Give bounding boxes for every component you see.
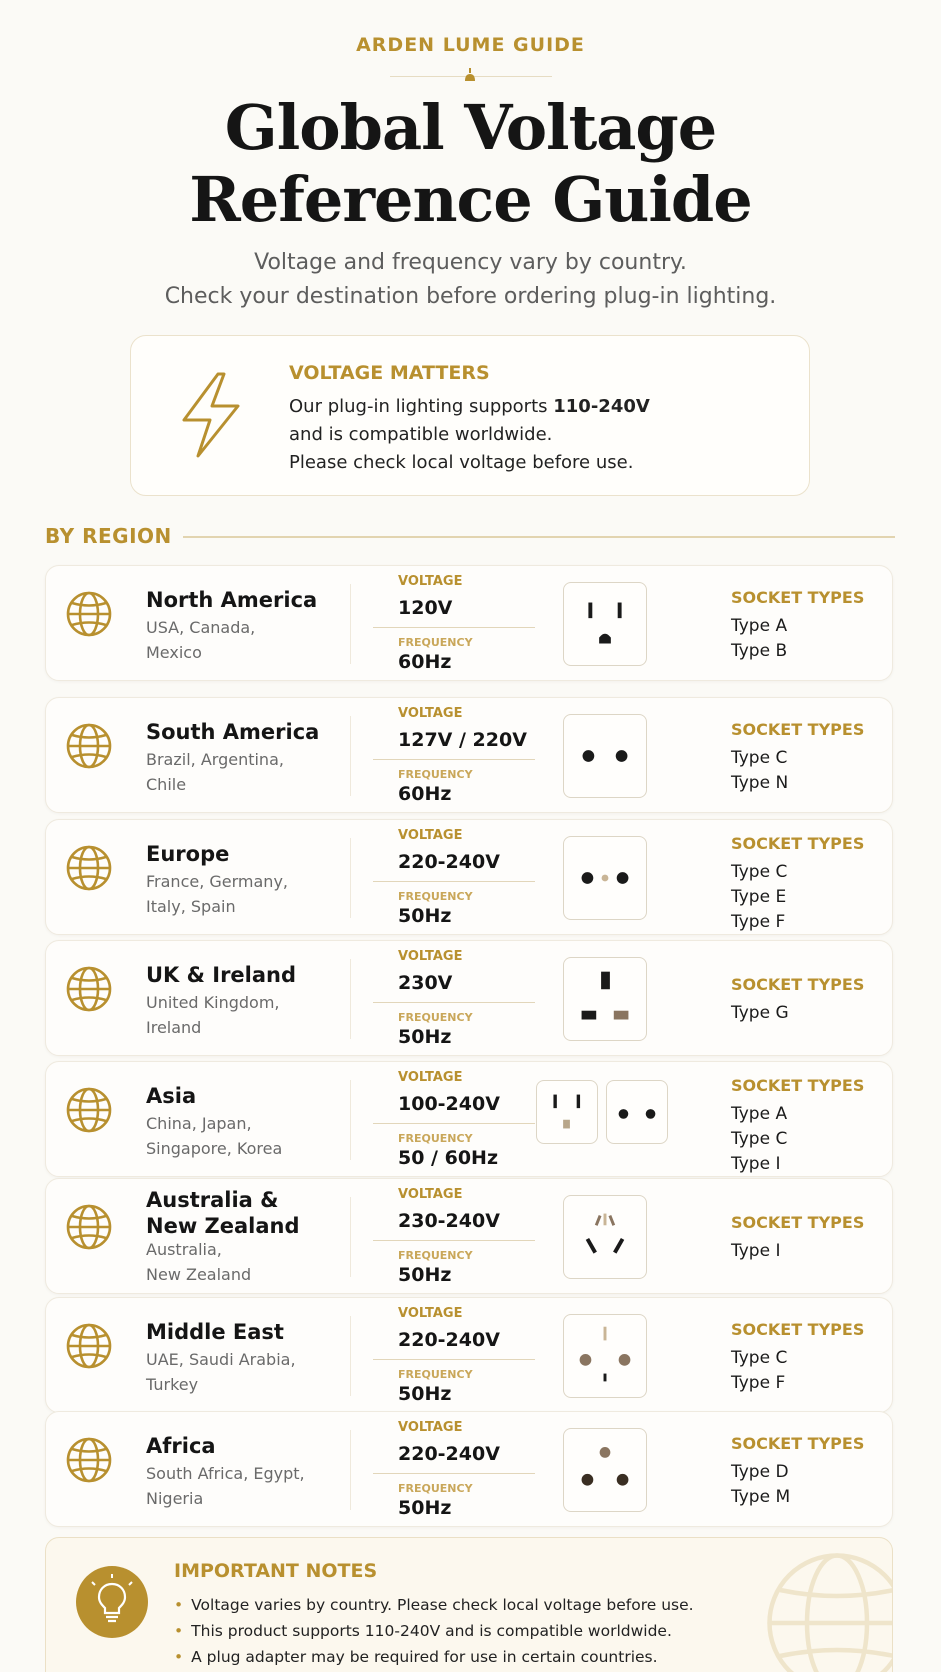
globe-icon (65, 1436, 113, 1484)
voltage-matters-card (130, 335, 810, 496)
callout-voltage-range: 110-240V (553, 396, 650, 417)
column-divider (350, 584, 351, 664)
region-card (45, 940, 893, 1056)
voltage-value: 120V (398, 597, 453, 619)
globe-icon (65, 1086, 113, 1134)
type-e-outlet-icon (563, 836, 647, 920)
frequency-value: 50Hz (398, 905, 452, 927)
section-heading: BY REGION (45, 524, 172, 548)
voltage-label: VOLTAGE (398, 1070, 463, 1085)
region-name (146, 1187, 300, 1239)
column-divider (350, 1430, 351, 1510)
voltage-label: VOLTAGE (398, 1187, 463, 1202)
socket-type-item: Type N (731, 773, 789, 793)
voltage-value: 220-240V (398, 851, 500, 873)
socket-type-item: Type C (731, 862, 788, 882)
socket-type-item: Type A (731, 616, 788, 636)
frequency-label: FREQUENCY (398, 1249, 473, 1262)
region-countries (146, 990, 280, 1040)
callout-line-2: and is compatible worldwide. (289, 424, 553, 445)
socket-type-item: Type D (731, 1462, 789, 1482)
frequency-value: 60Hz (398, 783, 452, 805)
region-card (45, 697, 893, 813)
page-subtitle (0, 246, 941, 314)
voltage-value: 220-240V (398, 1329, 500, 1351)
globe-watermark-icon (762, 1548, 893, 1672)
region-name-line: New Zealand (146, 1214, 300, 1238)
frequency-label: FREQUENCY (398, 890, 473, 903)
voltage-value: 220-240V (398, 1443, 500, 1465)
socket-type-item: Type F (731, 1373, 786, 1393)
column-divider (350, 838, 351, 918)
socket-type-item: Type G (731, 1003, 789, 1023)
globe-icon (65, 965, 113, 1013)
region-countries-line: Singapore, Korea (146, 1139, 283, 1158)
voltage-label: VOLTAGE (398, 828, 463, 843)
callout-line-1-text: Our plug-in lighting supports (289, 396, 554, 417)
callout-body (289, 393, 650, 477)
region-name-line: Australia & (146, 1188, 279, 1212)
region-countries (146, 615, 255, 665)
frequency-value: 60Hz (398, 651, 452, 673)
socket-types-label: SOCKET TYPES (731, 1213, 865, 1232)
voltage-label: VOLTAGE (398, 1420, 463, 1435)
frequency-value: 50 / 60Hz (398, 1147, 499, 1169)
column-divider (350, 716, 351, 796)
frequency-label: FREQUENCY (398, 768, 473, 781)
region-card (45, 1297, 893, 1413)
region-countries-line: South Africa, Egypt, (146, 1464, 305, 1483)
socket-type-item: Type I (731, 1154, 781, 1174)
type-a-outlet-icon (536, 1080, 598, 1144)
voltage-divider (373, 881, 535, 882)
type-i-outlet-icon (563, 1195, 647, 1279)
region-name (146, 587, 317, 613)
socket-type-item: Type E (731, 887, 787, 907)
region-name (146, 841, 229, 867)
socket-type-item: Type B (731, 641, 788, 661)
voltage-divider (373, 1473, 535, 1474)
region-name-line: UK & Ireland (146, 963, 297, 987)
socket-type-item: Type A (731, 1104, 788, 1124)
voltage-label: VOLTAGE (398, 1306, 463, 1321)
socket-type-item: Type C (731, 1129, 788, 1149)
socket-types-list (731, 614, 787, 664)
region-countries (146, 1111, 282, 1161)
type-b-outlet-icon (563, 582, 647, 666)
region-card (45, 1061, 893, 1177)
voltage-divider (373, 1359, 535, 1360)
region-countries-line: Nigeria (146, 1489, 204, 1508)
region-countries-line: Italy, Spain (146, 897, 236, 916)
region-card (45, 1178, 893, 1294)
socket-type-item: Type C (731, 1348, 788, 1368)
notes-heading: IMPORTANT NOTES (174, 1560, 378, 1582)
region-card (45, 819, 893, 935)
callout-heading: VOLTAGE MATTERS (289, 362, 490, 384)
region-name-line: Middle East (146, 1320, 284, 1344)
globe-icon (65, 1203, 113, 1251)
frequency-value: 50Hz (398, 1026, 452, 1048)
socket-types-list (731, 1239, 780, 1264)
brand-label: ARDEN LUME GUIDE (356, 34, 585, 56)
column-divider (350, 1197, 351, 1277)
region-countries-line: Mexico (146, 643, 202, 662)
region-name-line: North America (146, 588, 318, 612)
voltage-divider (373, 1240, 535, 1241)
socket-types-list (731, 746, 788, 796)
region-name-line: Asia (146, 1084, 197, 1108)
socket-types-list (731, 1001, 789, 1026)
socket-types-label: SOCKET TYPES (731, 975, 865, 994)
voltage-label: VOLTAGE (398, 706, 463, 721)
region-countries (146, 1347, 296, 1397)
region-name (146, 1319, 284, 1345)
frequency-label: FREQUENCY (398, 636, 473, 649)
voltage-label: VOLTAGE (398, 949, 463, 964)
region-name (146, 1083, 196, 1109)
socket-types-label: SOCKET TYPES (731, 588, 865, 607)
socket-type-item: Type I (731, 1241, 781, 1261)
frequency-label: FREQUENCY (398, 1132, 473, 1145)
region-countries (146, 747, 284, 797)
region-countries-line: Turkey (146, 1375, 199, 1394)
frequency-value: 50Hz (398, 1383, 452, 1405)
socket-types-list (731, 1460, 790, 1510)
socket-types-label: SOCKET TYPES (731, 1320, 865, 1339)
globe-icon (65, 1322, 113, 1370)
globe-icon (65, 590, 113, 638)
globe-icon (65, 722, 113, 770)
region-countries-line: China, Japan, (146, 1114, 252, 1133)
socket-type-item: Type C (731, 748, 788, 768)
region-countries-line: Brazil, Argentina, (146, 750, 284, 769)
region-countries-line: Australia, (146, 1240, 222, 1259)
type-c-outlet-icon (606, 1080, 668, 1144)
region-countries-line: France, Germany, (146, 872, 288, 891)
voltage-divider (373, 759, 535, 760)
voltage-value: 230-240V (398, 1210, 500, 1232)
section-divider (183, 536, 895, 538)
region-card (45, 565, 893, 681)
region-name (146, 719, 319, 745)
region-name-line: Europe (146, 842, 230, 866)
region-countries (146, 1237, 251, 1287)
voltage-value: 127V / 220V (398, 729, 527, 751)
region-name-line: Africa (146, 1434, 216, 1458)
socket-types-label: SOCKET TYPES (731, 1434, 865, 1453)
important-notes-card (45, 1537, 893, 1672)
globe-icon (65, 844, 113, 892)
type-d-outlet-icon (563, 1428, 647, 1512)
notes-item: • Voltage varies by country. Please check local voltage before use. (174, 1592, 694, 1618)
socket-types-label: SOCKET TYPES (731, 720, 865, 739)
socket-type-item: Type F (731, 912, 786, 932)
subtitle-line-1: Voltage and frequency vary by country. (254, 250, 687, 275)
frequency-label: FREQUENCY (398, 1368, 473, 1381)
region-countries-line: United Kingdom, (146, 993, 280, 1012)
column-divider (350, 1080, 351, 1160)
frequency-value: 50Hz (398, 1264, 452, 1286)
region-countries-line: USA, Canada, (146, 618, 256, 637)
type-c-outlet-icon (563, 714, 647, 798)
voltage-divider (373, 1002, 535, 1003)
type-g-outlet-icon (563, 957, 647, 1041)
column-divider (350, 959, 351, 1039)
frequency-value: 50Hz (398, 1497, 452, 1519)
socket-types-label: SOCKET TYPES (731, 1076, 865, 1095)
notes-item: • A plug adapter may be required for use in certain countries. (174, 1644, 694, 1670)
region-name-line: South America (146, 720, 320, 744)
region-countries-line: Chile (146, 775, 187, 794)
region-countries-line: New Zealand (146, 1265, 252, 1284)
region-name (146, 1433, 216, 1459)
socket-types-list (731, 1346, 787, 1396)
voltage-label: VOLTAGE (398, 574, 463, 589)
subtitle-line-2: Check your destination before ordering plug-in lighting. (164, 284, 777, 309)
lightbulb-icon (76, 1566, 148, 1638)
socket-type-item: Type M (731, 1487, 791, 1507)
frequency-label: FREQUENCY (398, 1011, 473, 1024)
region-card (45, 1411, 893, 1527)
voltage-value: 100-240V (398, 1093, 500, 1115)
region-countries (146, 869, 288, 919)
voltage-value: 230V (398, 972, 453, 994)
callout-line-3: Please check local voltage before use. (289, 452, 634, 473)
type-f-outlet-icon (563, 1314, 647, 1398)
socket-types-list (731, 1102, 787, 1177)
voltage-divider (373, 1123, 535, 1124)
frequency-label: FREQUENCY (398, 1482, 473, 1495)
notes-item: • This product supports 110-240V and is compatible worldwide. (174, 1618, 694, 1644)
region-countries-line: UAE, Saudi Arabia, (146, 1350, 296, 1369)
socket-types-label: SOCKET TYPES (731, 834, 865, 853)
region-name (146, 962, 296, 988)
notes-list (174, 1592, 694, 1670)
page-title-line-1: Global Voltage (224, 91, 717, 164)
lightning-bolt-icon (176, 370, 246, 460)
page-title-line-2: Reference Guide (189, 163, 752, 236)
voltage-divider (373, 627, 535, 628)
column-divider (350, 1316, 351, 1396)
region-countries (146, 1461, 305, 1511)
lamp-icon (462, 68, 478, 84)
socket-types-list (731, 860, 787, 935)
page-title (0, 92, 941, 236)
region-countries-line: Ireland (146, 1018, 202, 1037)
